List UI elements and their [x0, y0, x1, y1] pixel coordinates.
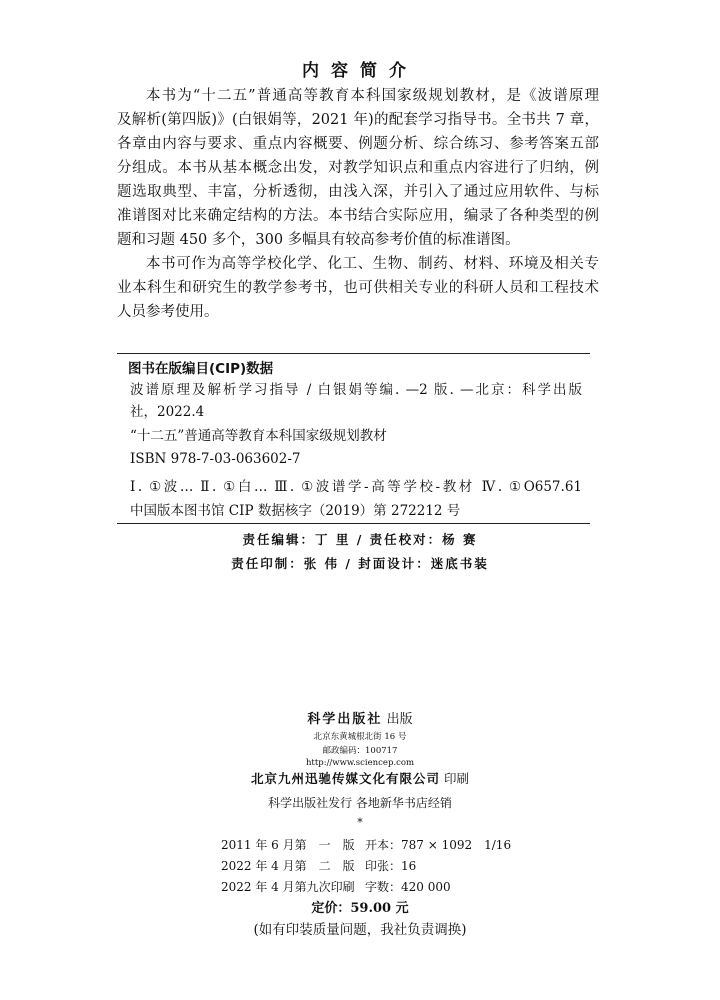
printing-date: 2022 年 4 月第九次印刷: [221, 880, 355, 894]
publisher-suffix: 出版: [386, 712, 413, 727]
cip-isbn: ISBN 978-7-03-063602-7: [130, 451, 301, 467]
publisher-logo: 科学出版社: [307, 712, 383, 727]
distribution-line: 科学出版社发行 各地新华书店经销: [268, 796, 452, 810]
summary-line: 各章由内容与要求、重点内容概要、例题分析、综合练习、参考答案五部: [117, 136, 599, 152]
word-count: 字数：420 000: [365, 880, 451, 894]
publisher-line: [0, 708, 720, 727]
summary-line: 本书为“十二五”普通高等教育本科国家级规划教材，是《波谱原理: [146, 88, 599, 104]
summary-line: 本书可作为高等学校化学、化工、生物、制药、材料、环境及相关专: [146, 256, 599, 272]
spec-edition-1: [221, 836, 511, 853]
staff-editors: 责任编辑：丁 里 / 责任校对：杨 赛: [242, 532, 478, 547]
printer-suffix: 印刷: [443, 771, 469, 786]
summary-body: [117, 84, 599, 324]
publisher-url: http://www.sciencep.com: [305, 758, 415, 768]
cip-classification: Ⅰ. ①波… Ⅱ. ①白… Ⅲ. ①波谱学-高等学校-教材 Ⅳ. ①O657.61: [130, 479, 582, 495]
cip-line: 波谱原理及解析学习指导 / 白银娟等编. —2 版. —北京：科学出版: [130, 382, 582, 398]
quality-notice: (如有印装质量问题，我社负责调换): [253, 922, 467, 938]
summary-line: 分组成。本书从基本概念出发，对教学知识点和重点内容进行了归纳，例: [117, 160, 599, 176]
separator-star: *: [357, 816, 363, 829]
edition-2-date: 2022 年 4 月第 二 版: [221, 859, 355, 873]
publisher-postcode: 邮政编码：100717: [322, 746, 398, 756]
summary-line: 题和习题 450 多个，300 多幅具有较高参考价值的标准谱图。: [117, 232, 520, 248]
cip-line: 社，2022.4: [130, 404, 205, 420]
spec-printing: [221, 878, 451, 895]
edition-1-date: 2011 年 6 月第 一 版: [221, 838, 355, 852]
cip-bottom-rule: [117, 523, 590, 524]
summary-line: 题选取典型、丰富，分析透彻，由浅入深，并引入了通过应用软件、与标: [117, 184, 599, 200]
cip-header: 图书在版编目(CIP)数据: [128, 361, 274, 377]
staff-production: 责任印制：张 伟 / 封面设计：迷底书装: [231, 556, 489, 571]
summary-line: 人员参考使用。: [117, 304, 219, 320]
summary-title: 内容简介: [302, 61, 418, 81]
cip-record-number: 中国版本图书馆 CIP 数据核字（2019）第 272212 号: [130, 503, 461, 519]
spec-edition-2: [221, 857, 416, 874]
printed-sheets: 印张：16: [365, 859, 417, 873]
cip-line: “十二五”普通高等教育本科国家级规划教材: [130, 428, 387, 444]
publisher-address: 北京东黄城根北街 16 号: [313, 732, 407, 742]
price: 定价：59.00 元: [311, 901, 409, 916]
format-size: 开本：787 × 1092 1/16: [365, 838, 512, 852]
summary-line: 及解析(第四版)》(白银娟等，2021 年)的配套学习指导书。全书共 7 章，: [117, 112, 599, 128]
summary-line: 业本科生和研究生的教学参考书，也可供相关专业的科研人员和工程技术: [117, 280, 599, 296]
cip-top-rule: [117, 353, 590, 354]
printer-name: 北京九州迅驰传媒文化有限公司: [250, 771, 440, 786]
summary-line: 准谱图对比来确定结构的方法。本书结合实际应用，编录了各种类型的例: [117, 208, 599, 224]
printer-line: [0, 769, 720, 787]
